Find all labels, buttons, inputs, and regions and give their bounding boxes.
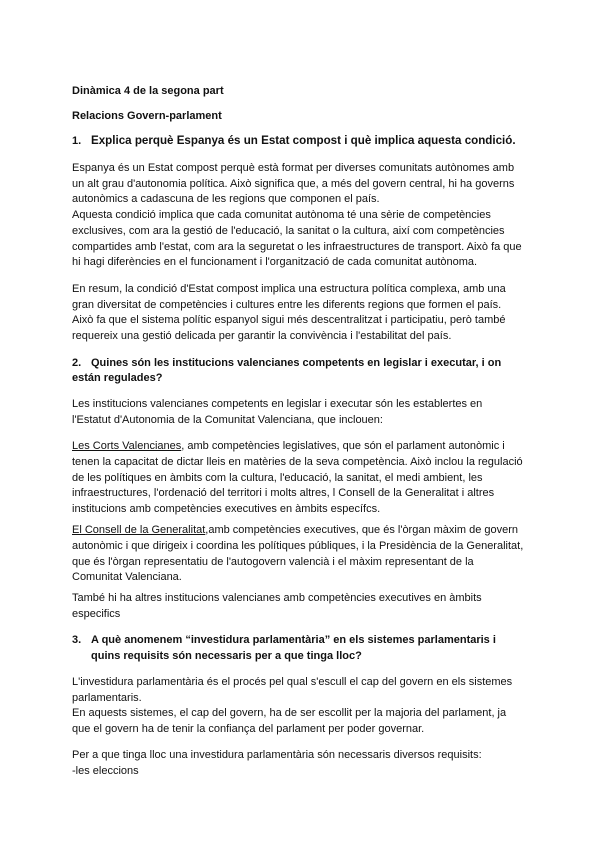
- paragraph-line: [72, 522, 518, 538]
- paragraph-line: Per a que tinga lloc una investidura parlamentària són necessaris diversos requisits:: [72, 749, 482, 761]
- question-2-heading-line: Quines són les institucions valencianes competents en legislar i executar, i on: [91, 357, 502, 369]
- corts-valencianes-term: Les Corts Valencianes: [72, 440, 182, 452]
- paragraph-line: institucions amb competències executives en àmbits específcs.: [72, 503, 381, 516]
- paragraph-line: infraestructures, l'ordenació del territori i molts altres, l Consell de la Generalitat i altres: [72, 487, 495, 500]
- consell-generalitat-term: El Consell de la Generalitat: [72, 524, 206, 536]
- paragraph-line: un alt grau d'autonomia política. Això significa que, a més del govern central, hi ha governs: [72, 177, 515, 190]
- paragraph-line: També hi ha altres institucions valencianes amb competències executives en àmbits: [72, 592, 482, 604]
- paragraph-line: Això fa que el sistema polític espanyol sigui més descentralitzat i participatiu, però també: [72, 314, 506, 327]
- paragraph-line: En aquests sistemes, el cap del govern, ha de ser escollit per la majoria del parlament, ja: [72, 707, 507, 720]
- paragraph-line: Aquesta condició implica que cada comunitat autònoma té una sèrie de competències: [72, 209, 491, 222]
- paragraph-line: requereix una gestió delicada per garantir la convivència i l'estabilitat del país.: [72, 330, 452, 343]
- document-subtitle: Relacions Govern-parlament: [72, 110, 222, 122]
- paragraph-text: ,amb competències executives, que és l'òrgan màxim de govern: [205, 524, 519, 536]
- document-title: Dinàmica 4 de la segona part: [72, 85, 224, 97]
- question-3-heading-line: quins requisits són necessaris per a que tinga lloc?: [91, 650, 362, 662]
- question-2-heading-line: están regulades?: [72, 372, 163, 384]
- paragraph-line: Espanya és un Estat compost perquè està format per diverses comunitats autònomes amb: [72, 162, 515, 174]
- paragraph-line: gran diversitat de competències i cultures entre les diferents regions que formen el país.: [72, 298, 502, 311]
- paragraph-line: [72, 438, 505, 454]
- paragraph-text: , amb competències legislatives, que són el parlament autonòmic i: [181, 440, 505, 452]
- question-1-number: 1.: [72, 135, 82, 147]
- paragraph-line: l'Estatut d'Autonomia de la Comunitat Valenciana, que inclouen:: [72, 413, 383, 426]
- paragraph-line: especifics: [72, 607, 121, 620]
- paragraph-line: autonòmic i que dirigeix i coordina les polítiques públiques, i la Presidència de la Generalitat,: [72, 540, 524, 552]
- paragraph-line: que el govern ha de tenir la confiança del parlament per poder governar.: [72, 723, 425, 736]
- paragraph-line: Les institucions valencianes competents en legislar i executar són les establertes en: [72, 398, 483, 410]
- paragraph-line: En resum, la condició d'Estat compost implica una estructura política complexa, amb una: [72, 283, 506, 295]
- paragraph-line: tenen la capacitat de dictar lleis en matèries de la seva competència. Això inclou la regulació: [72, 456, 523, 468]
- paragraph-line: hi hagi diferències en el funcionament i l'organització de cada comunitat autònoma.: [72, 256, 478, 269]
- question-3-number: 3.: [72, 634, 82, 646]
- paragraph-line: parlamentaris.: [72, 691, 142, 704]
- paragraph-line: que és l'òrgan representatiu de l'autogovern valencià i el màxim representant de la: [72, 555, 474, 568]
- paragraph-line: -les eleccions: [72, 764, 139, 777]
- question-3-heading-line: A què anomenem “investidura parlamentària” en els sistemes parlamentaris i: [91, 634, 496, 646]
- paragraph-line: autonòmics a cadascuna de les regions que componen el país.: [72, 193, 380, 206]
- paragraph-line: Comunitat Valenciana.: [72, 571, 182, 584]
- paragraph-line: de les polítiques en àmbits com la cultura, l'educació, la sanitat, el medi ambient, les: [72, 471, 483, 484]
- paragraph-line: exclusives, com ara la gestió de l'educació, la sanitat o la cultura, així com competències: [72, 224, 505, 237]
- question-2-number: 2.: [72, 357, 82, 369]
- question-1-heading: Explica perquè Espanya és un Estat compost i què implica aquesta condició.: [91, 134, 516, 147]
- paragraph-line: L'investidura parlamentària és el procés pel qual s'escull el cap del govern en els sistemes: [72, 676, 513, 688]
- paragraph-line: compartides amb l'estat, com ara la seguretat o les infraestructures de transport. Això fa que: [72, 240, 522, 253]
